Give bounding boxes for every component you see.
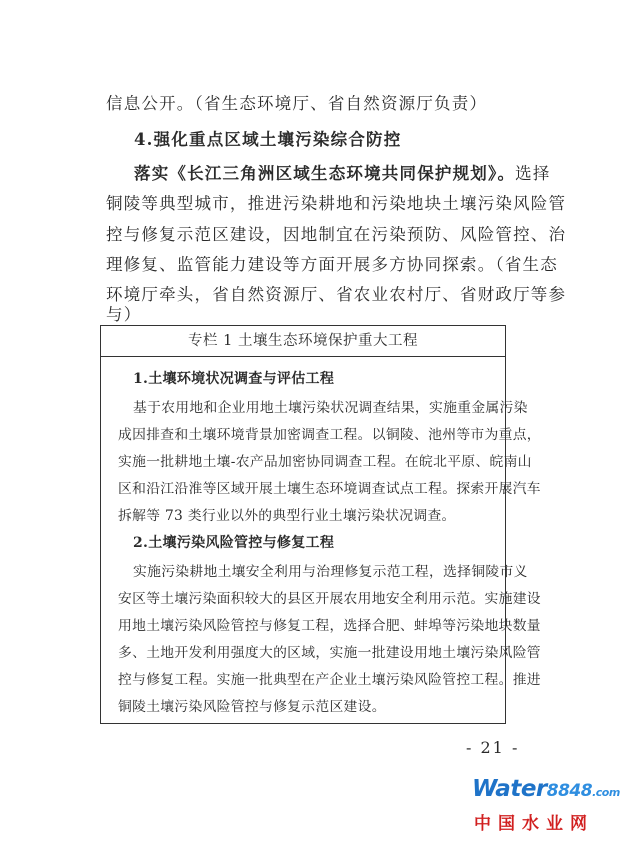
box-section-2-line-3: 用地土壤污染风险管控与修复工程，选择合肥、蚌埠等污染地块数量 [118, 618, 541, 634]
box-section-1-line-1: 基于农用地和企业用地土壤污染状况调查结果，实施重金属污染 [133, 400, 528, 416]
watermark-brand-number: 8848 [546, 781, 593, 801]
paragraph-line-4: 理修复、监管能力建设等方面开展多方协同探索。（省生态 [106, 255, 558, 274]
paragraph-lead: 落实《长江三角洲区域生态环境共同保护规划》。 [134, 164, 516, 183]
section-heading-4: 4.强化重点区域土壤污染综合防控 [134, 130, 402, 149]
paragraph-line-1 [134, 160, 551, 184]
box-section-1-title: 1.土壤环境状况调查与评估工程 [133, 371, 335, 387]
box-section-1-line-3: 实施一批耕地土壤-农产品加密协同调查工程。在皖北平原、皖南山 [118, 454, 532, 470]
box-section-2-line-4: 多、土地开发利用强度大的区域，实施一批建设用地土壤污染风险管 [118, 645, 541, 661]
box-section-1-line-2: 成因排查和土壤环境背景加密调查工程。以铜陵、池州等市为重点， [118, 427, 541, 443]
special-column-box [100, 325, 541, 724]
paragraph-line-3: 控与修复示范区建设，因地制宜在污染预防、风险管控、治 [106, 225, 567, 244]
watermark-cn-text: 中国水业网 [474, 814, 594, 834]
watermark-brand-text: Water [472, 776, 547, 802]
box-section-1-line-4: 区和沿江沿淮等区域开展土壤生态环境调查试点工程。探索开展汽车 [118, 481, 541, 497]
box-section-1-line-5: 拆解等 73 类行业以外的典型行业土壤污染状况调查。 [118, 508, 456, 524]
paragraph-line-2: 铜陵等典型城市，推进污染耕地和污染地块土壤污染风险管 [106, 194, 567, 213]
paragraph-line-6: 与） [106, 305, 142, 324]
box-section-2-line-6: 铜陵土壤污染风险管控与修复示范区建设。 [118, 699, 386, 715]
watermark-logo [472, 776, 620, 836]
paragraph-line-1-rest: 选择 [515, 164, 551, 183]
watermark-brand [472, 776, 620, 802]
page-number: - 21 - [466, 738, 520, 757]
box-title: 专栏 1 土壤生态环境保护重大工程 [101, 326, 505, 357]
watermark-brand-domain: .com [592, 786, 620, 799]
box-section-2-line-5: 控与修复工程。实施一批典型在产企业土壤污染风险管控工程。推进 [118, 672, 541, 688]
box-section-2-title: 2.土壤污染风险管控与修复工程 [133, 535, 335, 551]
box-section-2-line-2: 安区等土壤污染面积较大的县区开展农用地安全利用示范。实施建设 [118, 591, 541, 607]
body-line-1: 信息公开。（省生态环境厅、省自然资源厅负责） [106, 94, 488, 113]
box-section-2-line-1: 实施污染耕地土壤安全利用与治理修复示范工程，选择铜陵市义 [133, 564, 528, 580]
paragraph-line-5: 环境厅牵头，省自然资源厅、省农业农村厅、省财政厅等参 [106, 285, 567, 304]
